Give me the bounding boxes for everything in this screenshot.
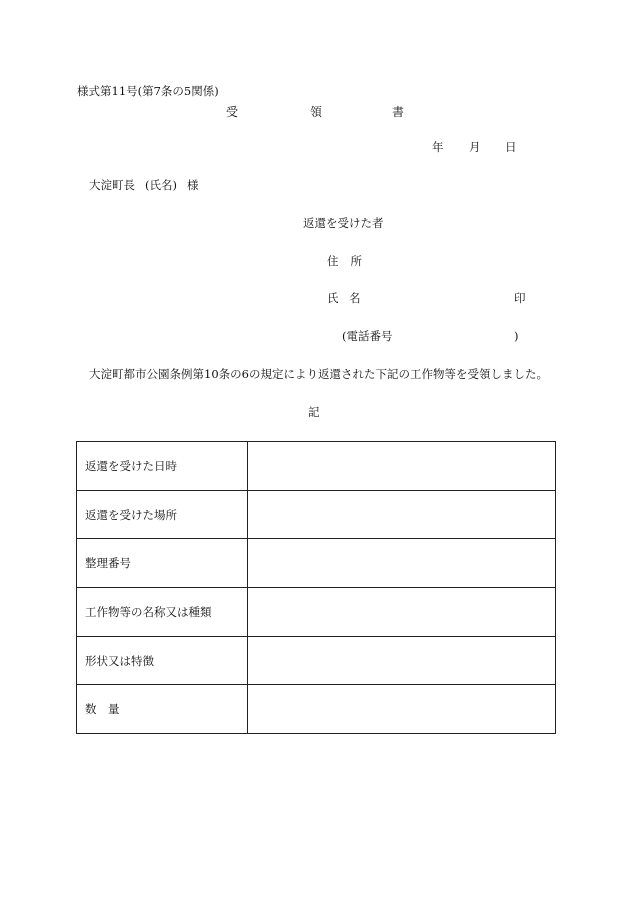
items-table [76,441,556,734]
year-label: 年 [432,140,444,154]
address-char-1: 住 [327,254,339,268]
name-line [0,293,630,307]
receiver-label: 返還を受けた者 [303,216,384,230]
table-row [77,685,556,734]
title-char-1: 受 [226,105,239,119]
month-label: 月 [469,140,481,154]
table-row [77,490,556,539]
table-row [77,636,556,685]
honorific: 様 [186,178,199,192]
row-value [248,539,556,588]
table-row [77,539,556,588]
document-title [0,106,630,120]
receipt-statement: 大淀町都市公園条例第10条の6の規定により返還された下記の工作物等を受領しました。 [89,367,548,381]
address-char-2: 所 [350,254,362,268]
row-label: 整理番号 [77,539,248,588]
name-placeholder: (氏名) [145,178,177,192]
phone-close-paren: ) [514,329,519,343]
table-row [77,442,556,491]
row-value [248,685,556,734]
row-label: 返還を受けた日時 [77,442,248,491]
ki-heading: 記 [308,405,320,419]
name-char-1: 氏 [327,291,339,305]
title-char-2: 領 [310,105,323,119]
phone-line [0,331,630,345]
form-number: 様式第11号(第7条の5関係) [77,84,219,98]
table-row [77,588,556,637]
seal-mark: 印 [514,291,526,305]
row-label: 形状又は特徴 [77,636,248,685]
row-value [248,588,556,637]
addressee-line [89,180,198,192]
name-char-2: 名 [349,291,361,305]
phone-label: (電話番号 [342,329,393,343]
row-label: 返還を受けた場所 [77,490,248,539]
row-value [248,490,556,539]
row-label: 数 量 [77,685,248,734]
row-value [248,636,556,685]
day-label: 日 [505,140,517,154]
date-line [0,142,630,156]
row-value [248,442,556,491]
row-label: 工作物等の名称又は種類 [77,588,248,637]
town-mayor: 大淀町長 [89,178,135,192]
title-char-3: 書 [392,105,405,119]
address-line [327,256,362,268]
